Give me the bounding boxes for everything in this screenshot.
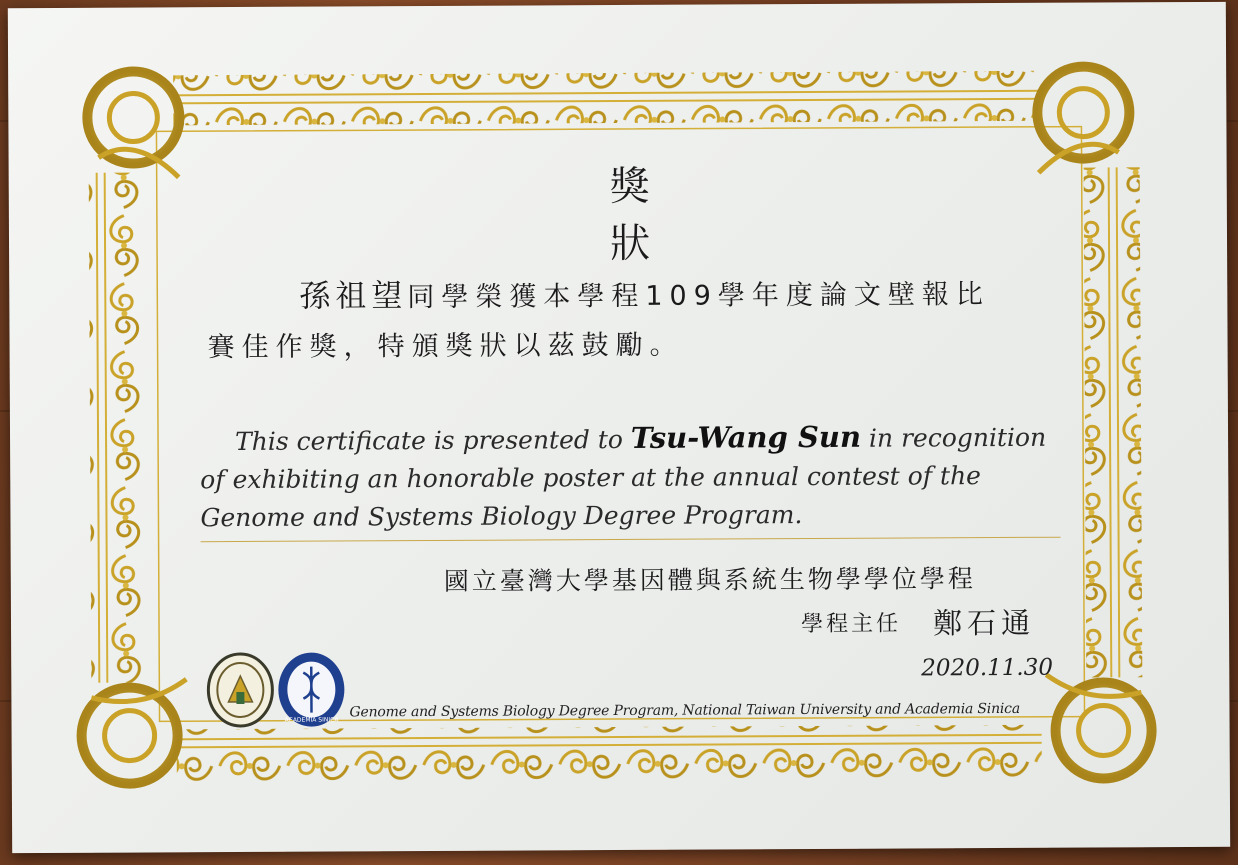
english-citation-line-2: of exhibiting an honorable poster at the annual contest of the bbox=[200, 461, 982, 495]
corner-ornament-top-left bbox=[87, 71, 180, 177]
national-taiwan-university-seal bbox=[206, 652, 274, 728]
english-citation bbox=[200, 417, 1047, 537]
recipient-english-name: Tsu-Wang Sun bbox=[630, 419, 862, 455]
director-name: 鄭石通 bbox=[932, 605, 1036, 641]
recipient-chinese-name: 孫祖望 bbox=[299, 278, 408, 315]
english-citation-suffix: in recognition bbox=[860, 422, 1047, 453]
corner-ornament-bottom-right bbox=[1046, 674, 1152, 779]
corner-ornament-top-right bbox=[1037, 66, 1130, 172]
citation-line-1-text: 同學榮獲本學程109學年度論文壁報比 bbox=[407, 279, 990, 314]
academia-sinica-seal-text: ACADEMIA SINICA bbox=[284, 716, 339, 724]
chinese-citation-line-1 bbox=[299, 267, 990, 316]
certificate-title: 獎 狀 bbox=[609, 163, 689, 268]
certificate-paper bbox=[8, 2, 1230, 853]
academia-sinica-seal bbox=[276, 650, 346, 728]
institution-name: 國立臺灣大學基因體與系統生物學學位學程 bbox=[443, 564, 976, 596]
footer-program-name: Genome and Systems Biology Degree Program, National Taiwan University and Academia Sinica bbox=[349, 700, 1021, 721]
english-citation-prefix: This certificate is presented to bbox=[234, 424, 631, 457]
award-date: 2020.11.30 bbox=[921, 654, 1054, 682]
director-title: 學程主任 bbox=[800, 611, 902, 638]
chinese-citation-line-2: 賽佳作獎，特頒獎狀以茲鼓勵。 bbox=[207, 329, 684, 364]
english-citation-line-3: Genome and Systems Biology Degree Program. bbox=[200, 500, 803, 533]
corner-ornament-bottom-left bbox=[81, 679, 187, 784]
